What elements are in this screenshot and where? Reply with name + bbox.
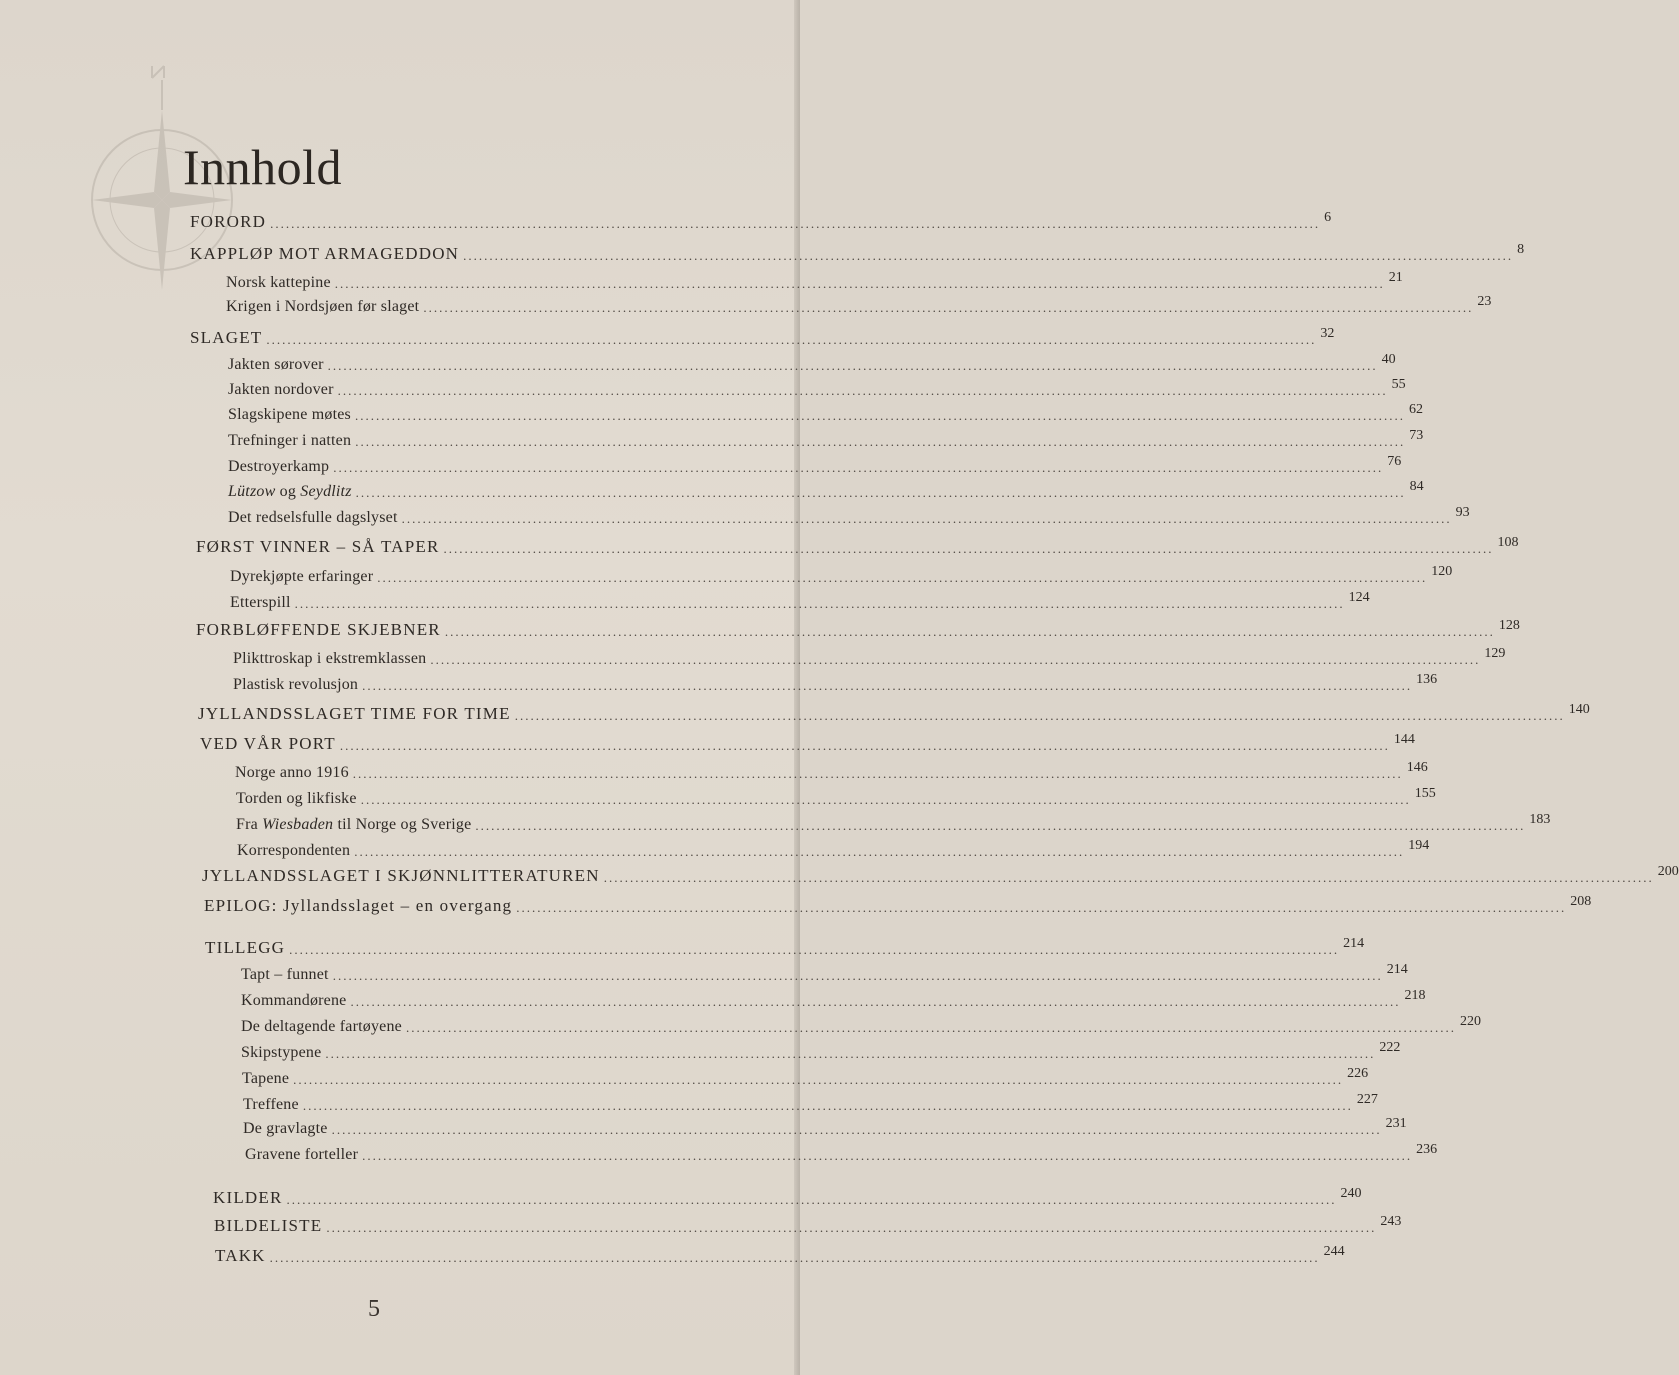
toc-page-number: 128 [1498, 618, 1520, 633]
toc-leader-dots: ........................................................................................................................................................................................................ [266, 332, 1317, 347]
toc-entry-label: KILDER [213, 1188, 283, 1207]
toc-chapter-entry [215, 1242, 1345, 1266]
toc-entry-label: Tapene [242, 1070, 290, 1087]
toc-chapter-entry [190, 240, 1525, 264]
toc-entry-label-part: og [275, 483, 301, 500]
toc-page-number: 155 [1414, 786, 1436, 801]
toc-chapter-entry [202, 862, 1679, 886]
toc-entry-label: JYLLANDSSLAGET I SKJØNNLITTERATUREN [202, 866, 600, 885]
toc-section-entry [230, 562, 1453, 586]
toc-leader-dots: ........................................................................................................................................................................................................ [337, 383, 1388, 398]
toc-leader-dots: ........................................................................................................................................................................................................ [352, 766, 1403, 781]
toc-leader-dots: ........................................................................................................................................................................................................ [423, 300, 1474, 315]
toc-page-number: 140 [1568, 702, 1590, 717]
toc-section-entry [233, 670, 1438, 694]
toc-leader-dots: ........................................................................................................................................................................................................ [332, 968, 1383, 983]
toc-leader-dots: ........................................................................................................................................................................................................ [354, 408, 1405, 423]
toc-leader-dots: ........................................................................................................................................................................................................ [289, 942, 1340, 957]
toc-section-entry [226, 268, 1403, 292]
page-number: 5 [368, 1296, 380, 1322]
toc-page-number: 76 [1387, 454, 1402, 469]
toc-chapter-entry [198, 700, 1590, 724]
toc-entry-label: Trefninger i natten [228, 432, 352, 449]
toc-page-number: 244 [1323, 1244, 1345, 1259]
toc-entry-label: KAPPLØP MOT ARMAGEDDON [190, 244, 460, 263]
toc-section-entry [237, 836, 1430, 860]
toc-leader-dots: ........................................................................................................................................................................................................ [355, 434, 1406, 449]
toc-leader-dots: ........................................................................................................................................................................................................ [350, 994, 1401, 1009]
toc-page-number: 208 [1570, 894, 1592, 909]
toc-leader-dots: ........................................................................................................................................................................................................ [325, 1046, 1376, 1061]
toc-section-entry [228, 426, 1424, 450]
toc-chapter-entry [190, 208, 1332, 232]
toc-page-number: 108 [1497, 535, 1519, 550]
toc-entry-label: Korrespondenten [237, 842, 351, 859]
toc-page-number: 120 [1431, 564, 1453, 579]
toc-page-number: 8 [1517, 242, 1525, 257]
toc-chapter-entry [196, 533, 1519, 557]
toc-entry-label-part: Lützow [228, 483, 276, 500]
toc-entry-label: Krigen i Nordsjøen før slaget [226, 298, 420, 315]
toc-page-number: 183 [1529, 812, 1551, 827]
toc-page-number: 21 [1388, 270, 1403, 285]
toc-entry-label-part: Seydlitz [300, 483, 352, 500]
toc-page-number: 129 [1484, 646, 1506, 661]
toc-leader-dots: ........................................................................................................................................................................................................ [326, 1220, 1377, 1235]
toc-entry-label: Dyrekjøpte erfaringer [230, 568, 374, 585]
toc-leader-dots: ........................................................................................................................................................................................................ [269, 1250, 1320, 1265]
toc-entry-label: TILLEGG [205, 938, 286, 957]
toc-entry-label [228, 483, 352, 501]
toc-page-number: 214 [1343, 936, 1365, 951]
toc-leader-dots: ........................................................................................................................................................................................................ [377, 570, 1428, 585]
toc-section-entry [235, 758, 1428, 782]
toc-page-number: 214 [1386, 962, 1408, 977]
toc-entry-label: Etterspill [230, 594, 291, 611]
toc-entry-label: FORORD [190, 212, 267, 231]
toc-page-number: 227 [1356, 1092, 1378, 1107]
toc-section-entry [243, 1090, 1378, 1114]
toc-entry-label: De deltagende fartøyene [241, 1018, 402, 1035]
toc-leader-dots: ........................................................................................................................................................................................................ [603, 870, 1654, 885]
toc-section-entry [233, 644, 1506, 668]
toc-entry-label: Jakten nordover [228, 381, 334, 398]
toc-chapter-entry [196, 616, 1520, 640]
toc-entry-label: JYLLANDSSLAGET TIME FOR TIME [198, 704, 511, 723]
toc-entry-label: Skipstypene [241, 1044, 322, 1061]
toc-leader-dots: ........................................................................................................................................................................................................ [294, 596, 1345, 611]
toc-entry-label: EPILOG: Jyllandsslaget – en overgang [204, 896, 513, 915]
toc-page-number: 226 [1347, 1066, 1369, 1081]
toc-entry-label [236, 816, 471, 834]
toc-entry-label: Plikttroskap i ekstremklassen [233, 650, 427, 667]
toc-chapter-entry [204, 892, 1592, 916]
toc-entry-label: Jakten sørover [228, 356, 324, 373]
toc-page-number: 194 [1408, 838, 1430, 853]
toc-entry-label: De gravlagte [243, 1120, 328, 1137]
toc-leader-dots: ........................................................................................................................................................................................................ [302, 1098, 1353, 1113]
toc-page-number: 146 [1406, 760, 1428, 775]
toc-entry-label: Det redselsfulle dagslyset [228, 509, 398, 526]
toc-page-number: 243 [1380, 1214, 1402, 1229]
toc-page-number: 124 [1348, 590, 1370, 605]
page-title: Innhold [183, 139, 343, 195]
toc-entry-label-part: Wiesbaden [262, 816, 334, 833]
toc-page-number: 200 [1657, 864, 1679, 879]
toc-leader-dots: ........................................................................................................................................................................................................ [516, 900, 1567, 915]
toc-entry-label: FØRST VINNER – SÅ TAPER [196, 537, 440, 556]
toc-leader-dots: ........................................................................................................................................................................................................ [331, 1122, 1382, 1137]
toc-section-entry [228, 400, 1423, 424]
toc-entry-label: Destroyerkamp [228, 458, 330, 475]
toc-entry-label-part: Fra [236, 816, 263, 833]
toc-chapter-entry [200, 730, 1415, 754]
toc-leader-dots: ........................................................................................................................................................................................................ [362, 678, 1413, 693]
toc-entry-label: Slagskipene møtes [228, 406, 351, 423]
toc-section-entry [228, 350, 1396, 374]
toc-page-number: 231 [1385, 1116, 1407, 1131]
toc-leader-dots: ........................................................................................................................................................................................................ [362, 1148, 1413, 1163]
toc-section-entry [228, 452, 1402, 476]
toc-page-number: 222 [1379, 1040, 1401, 1055]
toc-entry-label: Treffene [243, 1096, 299, 1113]
toc-leader-dots: ........................................................................................................................................................................................................ [405, 1020, 1456, 1035]
toc-entry-label: Norsk kattepine [226, 274, 331, 291]
toc-section-entry [243, 1114, 1407, 1138]
toc-leader-dots: ........................................................................................................................................................................................................ [355, 485, 1406, 500]
toc-section-entry [242, 1064, 1369, 1088]
toc-section-entry [228, 477, 1424, 501]
toc-section-entry [236, 784, 1436, 808]
toc-page-number: 218 [1404, 988, 1426, 1003]
toc-section-entry [230, 588, 1370, 612]
toc-leader-dots: ........................................................................................................................................................................................................ [443, 541, 1494, 556]
toc-entry-label-part: til Norge og Sverige [333, 816, 472, 833]
toc-entry-label: Plastisk revolusjon [233, 676, 359, 693]
toc-section-entry [241, 986, 1426, 1010]
toc-page-number: 32 [1320, 326, 1335, 341]
toc-entry-label: Torden og likfiske [236, 790, 357, 807]
toc-leader-dots: ........................................................................................................................................................................................................ [354, 844, 1405, 859]
toc-page-number: 62 [1408, 402, 1423, 417]
toc-leader-dots: ........................................................................................................................................................................................................ [333, 460, 1384, 475]
toc-entry-label: Kommandørene [241, 992, 347, 1009]
toc-leader-dots: ........................................................................................................................................................................................................ [270, 216, 1321, 231]
toc-leader-dots: ........................................................................................................................................................................................................ [430, 652, 1481, 667]
toc-leader-dots: ........................................................................................................................................................................................................ [327, 358, 1378, 373]
toc-leader-dots: ........................................................................................................................................................................................................ [444, 624, 1495, 639]
toc-leader-dots: ........................................................................................................................................................................................................ [293, 1072, 1344, 1087]
toc-page-number: 73 [1409, 428, 1424, 443]
toc-page-number: 6 [1324, 210, 1332, 225]
toc-page-number: 236 [1416, 1142, 1438, 1157]
toc-leader-dots: ........................................................................................................................................................................................................ [475, 818, 1526, 833]
toc-section-entry [241, 1012, 1481, 1036]
toc-page-number: 84 [1409, 479, 1424, 494]
toc-chapter-entry [205, 934, 1365, 958]
toc-section-entry [236, 810, 1551, 834]
toc-section-entry [228, 375, 1406, 399]
toc-page-number: 220 [1459, 1014, 1481, 1029]
toc-page-number: 136 [1416, 672, 1438, 687]
toc-leader-dots: ........................................................................................................................................................................................................ [360, 792, 1411, 807]
toc-entry-label: Tapt – funnet [241, 966, 329, 983]
toc-page-number: 93 [1455, 505, 1470, 520]
toc-entry-label: SLAGET [190, 328, 263, 347]
toc-section-entry [241, 1038, 1401, 1062]
toc-entry-label: VED VÅR PORT [200, 734, 336, 753]
toc-page-number: 40 [1381, 352, 1396, 367]
toc-chapter-entry [213, 1184, 1362, 1208]
toc-leader-dots: ........................................................................................................................................................................................................ [334, 276, 1385, 291]
toc-chapter-entry [190, 324, 1335, 348]
toc-entry-label: TAKK [215, 1246, 266, 1265]
toc-chapter-entry [214, 1212, 1402, 1236]
toc-entry-label: Norge anno 1916 [235, 764, 349, 781]
toc-page-number: 55 [1391, 377, 1406, 392]
toc-leader-dots: ........................................................................................................................................................................................................ [401, 511, 1452, 526]
toc-leader-dots: ........................................................................................................................................................................................................ [463, 248, 1514, 263]
toc-section-entry [245, 1140, 1438, 1164]
toc-leader-dots: ........................................................................................................................................................................................................ [286, 1192, 1337, 1207]
toc-entry-label: FORBLØFFENDE SKJEBNER [196, 620, 441, 639]
toc-section-entry [226, 292, 1492, 316]
toc-page-number: 240 [1340, 1186, 1362, 1201]
toc-page-number: 144 [1393, 732, 1415, 747]
toc-page-number: 23 [1477, 294, 1492, 309]
toc-section-entry [241, 960, 1408, 984]
toc-entry-label: Gravene forteller [245, 1146, 359, 1163]
toc-entry-label: BILDELISTE [214, 1216, 323, 1235]
toc-section-entry [228, 503, 1470, 527]
toc-leader-dots: ........................................................................................................................................................................................................ [339, 738, 1390, 753]
toc-leader-dots: ........................................................................................................................................................................................................ [514, 708, 1565, 723]
